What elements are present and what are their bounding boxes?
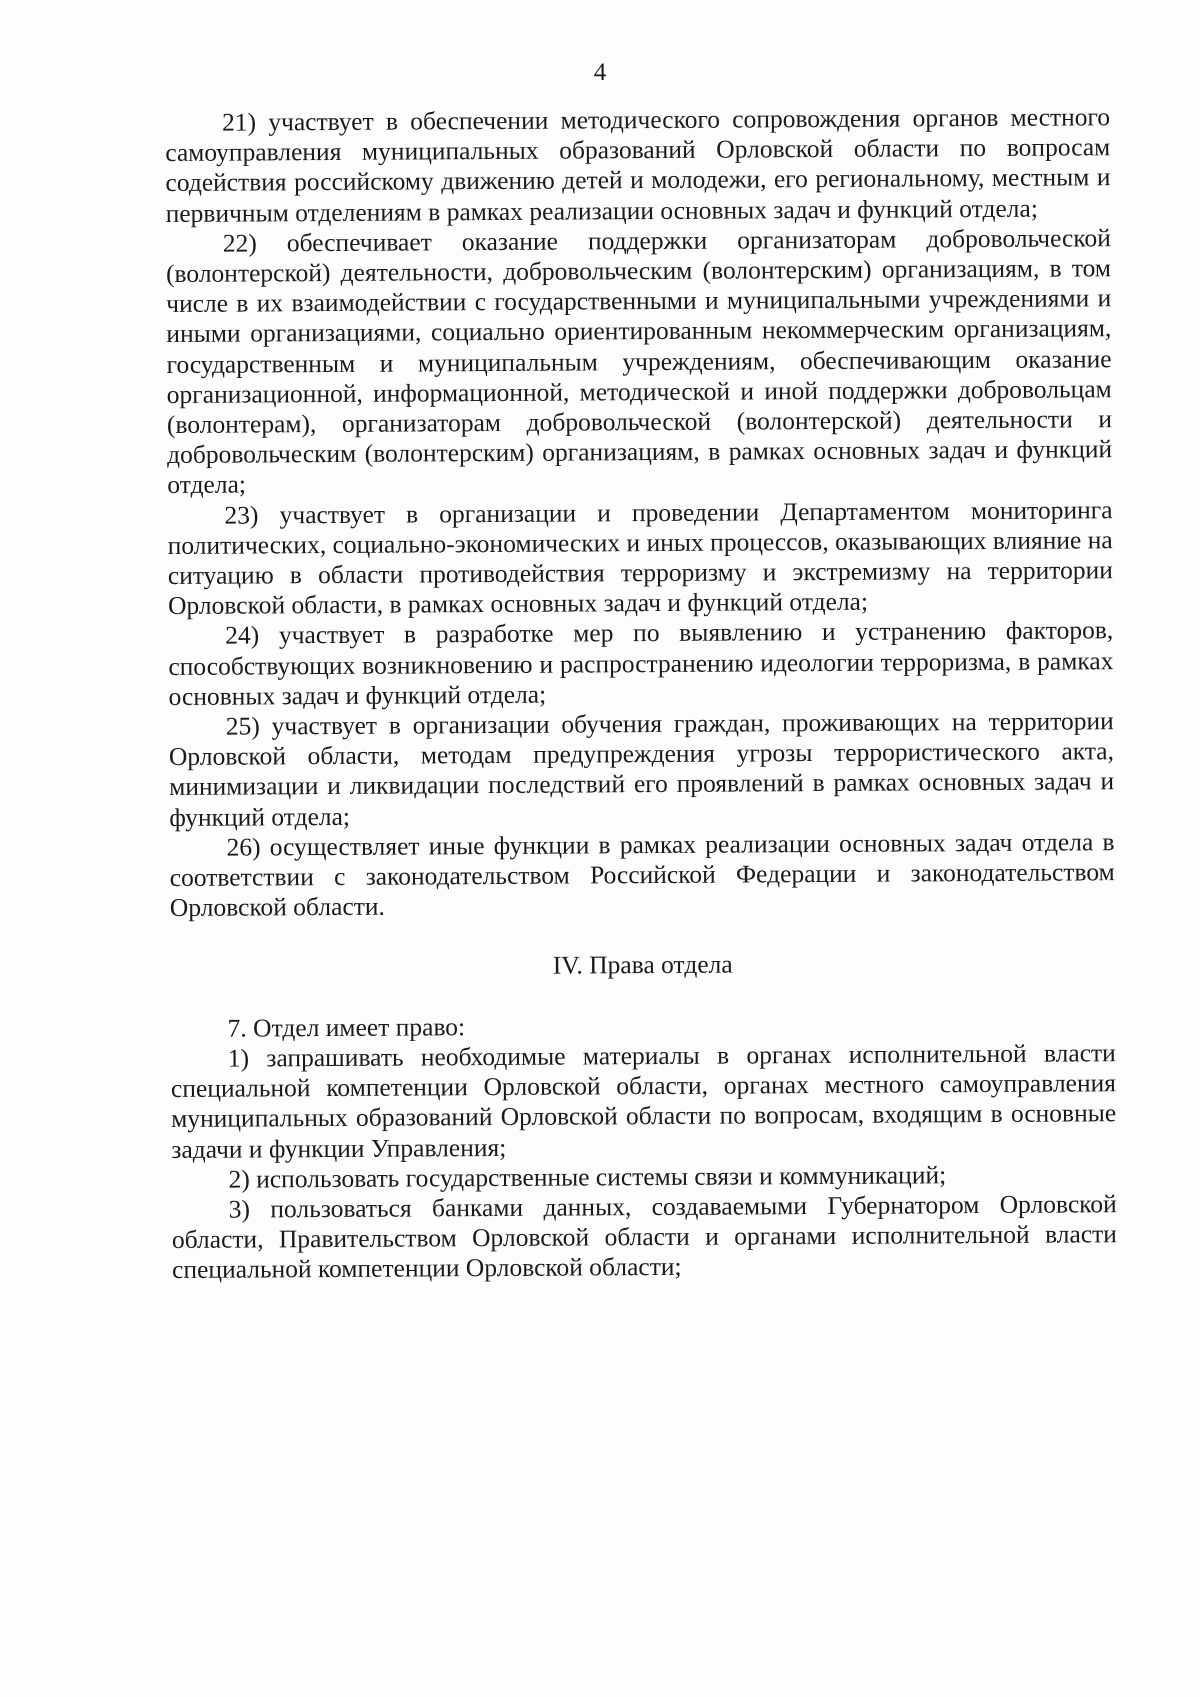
page-number: 4: [593, 59, 607, 86]
section-title: IV. Права отдела: [552, 950, 733, 981]
paragraph-right-2: 2) использовать государственные системы связи и коммуникаций;: [228, 1159, 947, 1194]
paragraph-item-26: 26) осуществляет иные функции в рамках реализации основных задач отдела в соответствии с законодательством Российской Федерации и законодательством Орловской области.: [169, 827, 1115, 923]
paragraph-right-3: 3) пользоваться банками данных, создаваемыми Губернатором Орловской области, Правительством Орловской области и органами исполнительной власти специальной компетенции Орловской области;: [171, 1189, 1117, 1285]
paragraph-item-24: 24) участвует в разработке мер по выявлению и устранению факторов, способствующих возникновению и распространению идеологии терроризма, в рамках основных задач и функций отдела;: [168, 615, 1114, 711]
paragraph-item-21: 21) участвует в обеспечении методического сопровождения органов местного самоуправления муниципальных образований Орловской области по вопросам содействия российскому движению детей и молодежи, его региональному, местным и первичным отделениям в рамках реализации основных задач и функций отдела;: [165, 102, 1111, 228]
paragraph-item-22: 22) обеспечивает оказание поддержки организаторам добровольческой (волонтерской) деятельности, добровольческим (волонтерским) организациям, в том числе в их взаимодействии с государственными и муниципальными учреждениями и иными организациями, социально ориентированным некоммерческим организациям, государственным и муниципальным учреждениям, обеспечивающим оказание организационной, информационной, методической и иной поддержки добровольцам (волонтерам), организаторам добровольческой (волонтерской) деятельности и добровольческим (волонтерским) организациям, в рамках основных задач и функций отдела;: [165, 223, 1113, 500]
paragraph-clause-7: 7. Отдел имеет право:: [227, 1011, 466, 1043]
paragraph-item-25: 25) участвует в организации обучения граждан, проживающих на территории Орловской области, методам предупреждения угрозы террористического акта, минимизации и ликвидации последствий его проявлений в рамках основных задач и функций отдела;: [168, 706, 1115, 832]
document-body: [165, 102, 1117, 1285]
paragraph-right-1: 1) запрашивать необходимые материалы в органах исполнительной власти специальной компетенции Орловской области, органах местного самоуправления муниципальных образований Орловской области по вопросам, входящим в основные задачи и функции Управления;: [170, 1038, 1117, 1164]
paragraph-item-23: 23) участвует в организации и проведении Департаментом мониторинга политических, социально-экономических и иных процессов, оказывающих влияние на ситуацию в области противодействия терроризму и экстремизму на территории Орловской области, в рамках основных задач и функций отдела;: [167, 494, 1113, 621]
